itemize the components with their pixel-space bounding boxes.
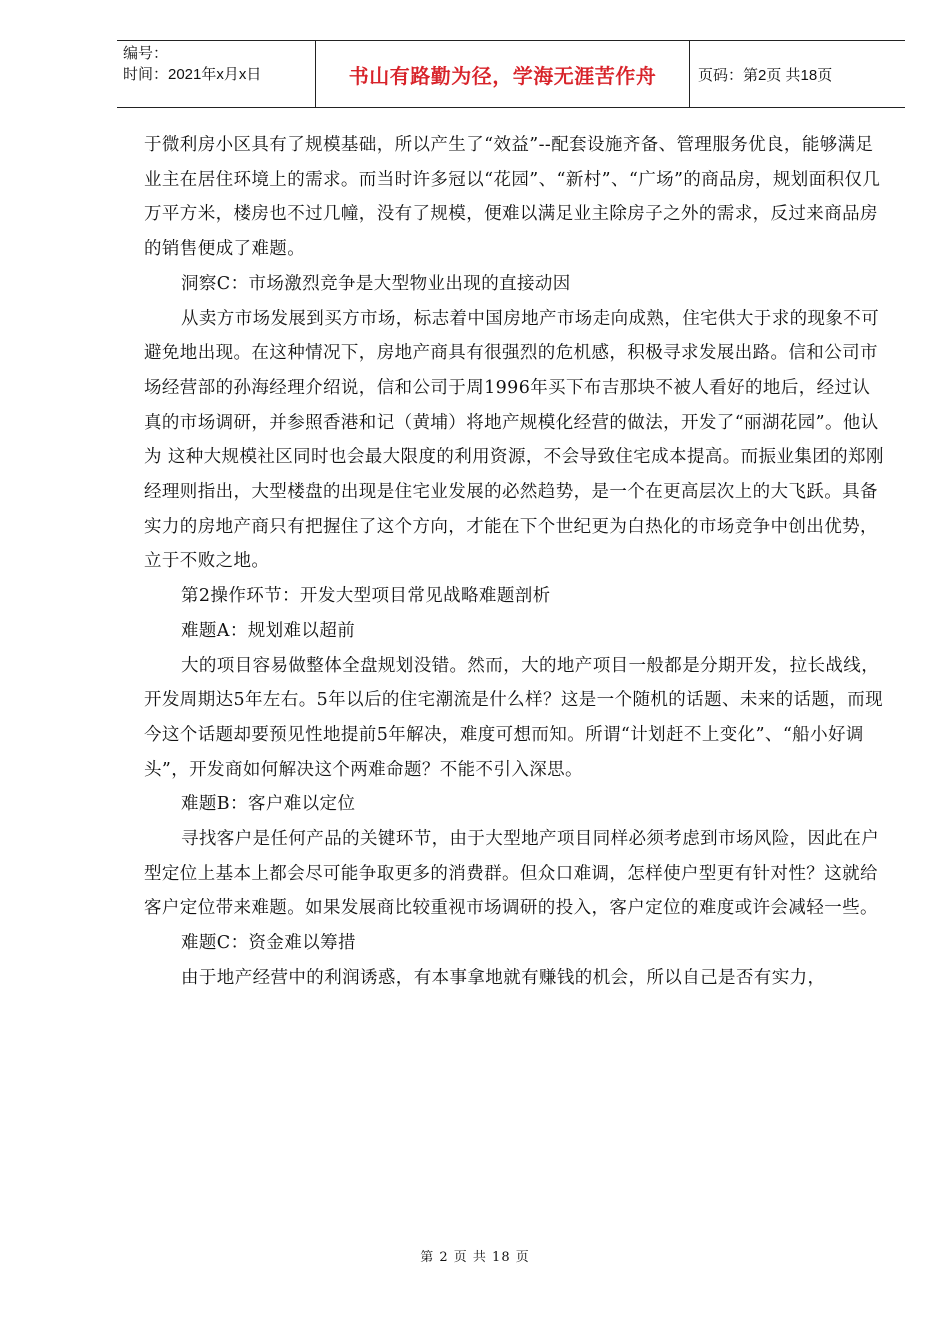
heading-problem-c: 难题C：资金难以筹措 [181, 933, 356, 954]
document-time-label: 时间：2021年x月x日 [123, 66, 262, 83]
heading-step-2: 第2操作环节：开发大型项目常见战略难题剖析 [181, 586, 551, 607]
header-meta [117, 41, 316, 107]
paragraph-4: 寻找客户是任何产品的关键环节，由于大型地产项目同样必须考虑到市场风险，因此在户型定位上基本上都会尽可能争取更多的消费群。但众口难调，怎样使户型更有针对性？这就给客户定位带来难题。如果发展商比较重视市场调研的投入，客户定位的难度或许会减轻一些。 [144, 829, 880, 919]
paragraph-1: 于微利房小区具有了规模基础，所以产生了“效益”--配套设施齐备、管理服务优良，能够满足业主在居住环境上的需求。而当时许多冠以“花园”、“新村”、“广场”的商品房，规划面积仅几万平方米，楼房也不过几幢，没有了规模，便难以满足业主除房子之外的需求，反过来商品房的销售便成了难题。 [144, 135, 881, 260]
page-footer: 第 2 页 共 18 页 [420, 1250, 530, 1265]
paragraph-2: 从卖方市场发展到买方市场，标志着中国房地产市场走向成熟，住宅供大于求的现象不可避免地出现。在这种情况下，房地产商具有很强烈的危机感，积极寻求发展出路。信和公司市场经营部的孙海经理介绍说，信和公司于周1996年买下布吉那块不被人看好的地后，经过认真的市场调研，并参照香港和记（黄埔）将地产规模化经营的做法，开发了“丽湖花园”。他认为 这种大规模社区同时也会最大限度的利用资源，不会导致住宅成本提高。而振业集团的郑刚经理则指出，大型楼盘的出现是住宅业发展的必然趋势，是一个在更高层次上的大飞跃。具备实力的房地产商只有把握住了这个方向，才能在下个世纪更为白热化的市场竞争中创出优势，立于不败之地。 [144, 308, 884, 572]
header-page-info: 页码：第2页 共18页 [698, 66, 833, 84]
paragraph-5: 由于地产经营中的利润诱惑，有本事拿地就有赚钱的机会，所以自己是否有实力， [181, 967, 826, 988]
paragraph-3: 大的项目容易做整体全盘规划没错。然而，大的地产项目一般都是分期开发，拉长战线，开发周期达5年左右。5年以后的住宅潮流是什么样？这是一个随机的话题、未来的话题，而现今这个话题却要预见性地提前5年解决，难度可想而知。所谓“计划赶不上变化”、“船小好调头”，开发商如何解决这个两难命题？不能不引入深思。 [144, 655, 884, 780]
document-body [144, 128, 884, 996]
header-motto: 书山有路勤为径，学海无涯苦作舟 [316, 41, 690, 107]
document-number-label: 编号： [123, 45, 169, 62]
heading-problem-a: 难题A：规划难以超前 [181, 620, 356, 641]
heading-problem-b: 难题B：客户难以定位 [181, 794, 356, 815]
page-header [117, 40, 905, 108]
heading-insight-c: 洞察C：市场激烈竞争是大型物业出现的直接动因 [181, 273, 571, 294]
